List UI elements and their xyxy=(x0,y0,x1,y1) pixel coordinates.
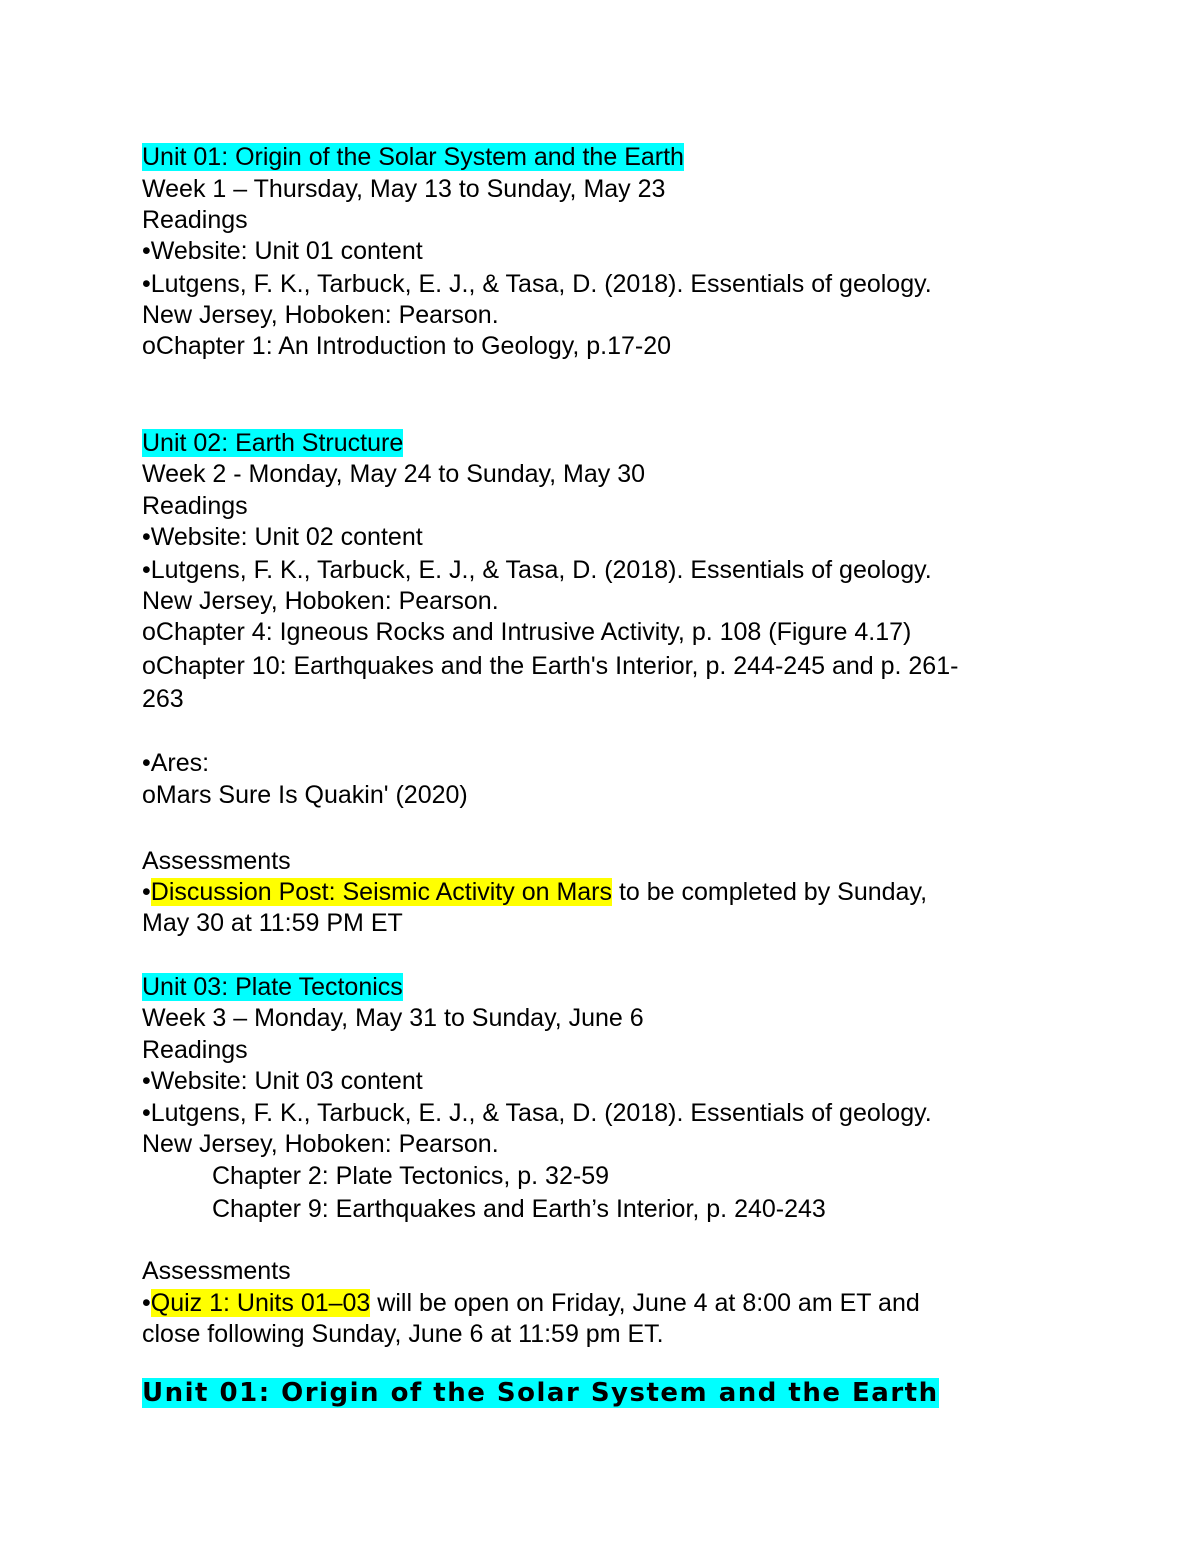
unit2-assessment-line2: May 30 at 11:59 PM ET xyxy=(142,909,403,937)
unit1-readings-label: Readings xyxy=(142,206,248,234)
unit1-heading-line xyxy=(142,142,684,173)
unit3-assessment-rest: will be open on Friday, June 4 at 8:00 am ET and xyxy=(370,1289,920,1317)
unit2-citation-line2: New Jersey, Hoboken: Pearson. xyxy=(142,587,499,615)
unit2-week: Week 2 - Monday, May 24 to Sunday, May 30 xyxy=(142,460,646,488)
unit2-heading: Unit 02: Earth Structure xyxy=(142,429,404,457)
unit2-assessment-line1 xyxy=(142,877,927,908)
unit2-ares-label: •Ares: xyxy=(142,749,210,777)
unit1-week: Week 1 – Thursday, May 13 to Sunday, May 23 xyxy=(142,175,666,203)
unit3-heading: Unit 03: Plate Tectonics xyxy=(142,973,403,1001)
unit3-assessments-label: Assessments xyxy=(142,1257,291,1285)
unit2-heading-line xyxy=(142,428,403,459)
unit2-assessment-bullet: • xyxy=(142,878,151,906)
unit1-website-item: •Website: Unit 01 content xyxy=(142,237,423,265)
unit3-week: Week 3 – Monday, May 31 to Sunday, June 6 xyxy=(142,1004,644,1032)
unit3-assessment-title: Quiz 1: Units 01–03 xyxy=(150,1289,371,1317)
unit2-assessment-rest: to be completed by Sunday, xyxy=(612,878,928,906)
unit2-citation-line1: •Lutgens, F. K., Tarbuck, E. J., & Tasa, D. (2018). Essentials of geology. xyxy=(142,556,932,584)
unit3-website-item: •Website: Unit 03 content xyxy=(142,1067,423,1095)
unit3-readings-label: Readings xyxy=(142,1036,248,1064)
unit1-citation-line2: New Jersey, Hoboken: Pearson. xyxy=(142,301,499,329)
unit3-assessment-line2: close following Sunday, June 6 at 11:59 pm ET. xyxy=(142,1320,664,1348)
unit2-chapter-a: oChapter 4: Igneous Rocks and Intrusive Activity, p. 108 (Figure 4.17) xyxy=(142,618,912,646)
unit2-assessments-label: Assessments xyxy=(142,847,291,875)
unit3-assessment-line1 xyxy=(142,1288,920,1319)
unit2-readings-label: Readings xyxy=(142,492,248,520)
unit3-chapter-a: Chapter 2: Plate Tectonics, p. 32-59 xyxy=(212,1162,609,1190)
unit2-ares-item: oMars Sure Is Quakin' (2020) xyxy=(142,781,468,809)
unit2-website-item: •Website: Unit 02 content xyxy=(142,523,423,551)
unit2-chapter-b-line2: 263 xyxy=(142,685,184,713)
unit3-citation-line2: New Jersey, Hoboken: Pearson. xyxy=(142,1130,499,1158)
unit3-heading-line xyxy=(142,972,403,1003)
unit3-assessment-bullet: • xyxy=(142,1289,151,1317)
unit3-chapter-b: Chapter 9: Earthquakes and Earth’s Interior, p. 240-243 xyxy=(212,1195,826,1223)
footer-heading-line xyxy=(142,1374,939,1412)
unit2-chapter-b-line1: oChapter 10: Earthquakes and the Earth's Interior, p. 244-245 and p. 261- xyxy=(142,652,959,680)
footer-heading: Unit 01: Origin of the Solar System and the Earth xyxy=(142,1378,939,1408)
unit1-chapter: oChapter 1: An Introduction to Geology, p.17-20 xyxy=(142,332,672,360)
unit1-citation-line1: •Lutgens, F. K., Tarbuck, E. J., & Tasa, D. (2018). Essentials of geology. xyxy=(142,270,932,298)
unit2-assessment-title: Discussion Post: Seismic Activity on Mars xyxy=(150,878,613,906)
unit1-heading: Unit 01: Origin of the Solar System and the Earth xyxy=(142,143,684,171)
unit3-citation-line1: •Lutgens, F. K., Tarbuck, E. J., & Tasa, D. (2018). Essentials of geology. xyxy=(142,1099,932,1127)
